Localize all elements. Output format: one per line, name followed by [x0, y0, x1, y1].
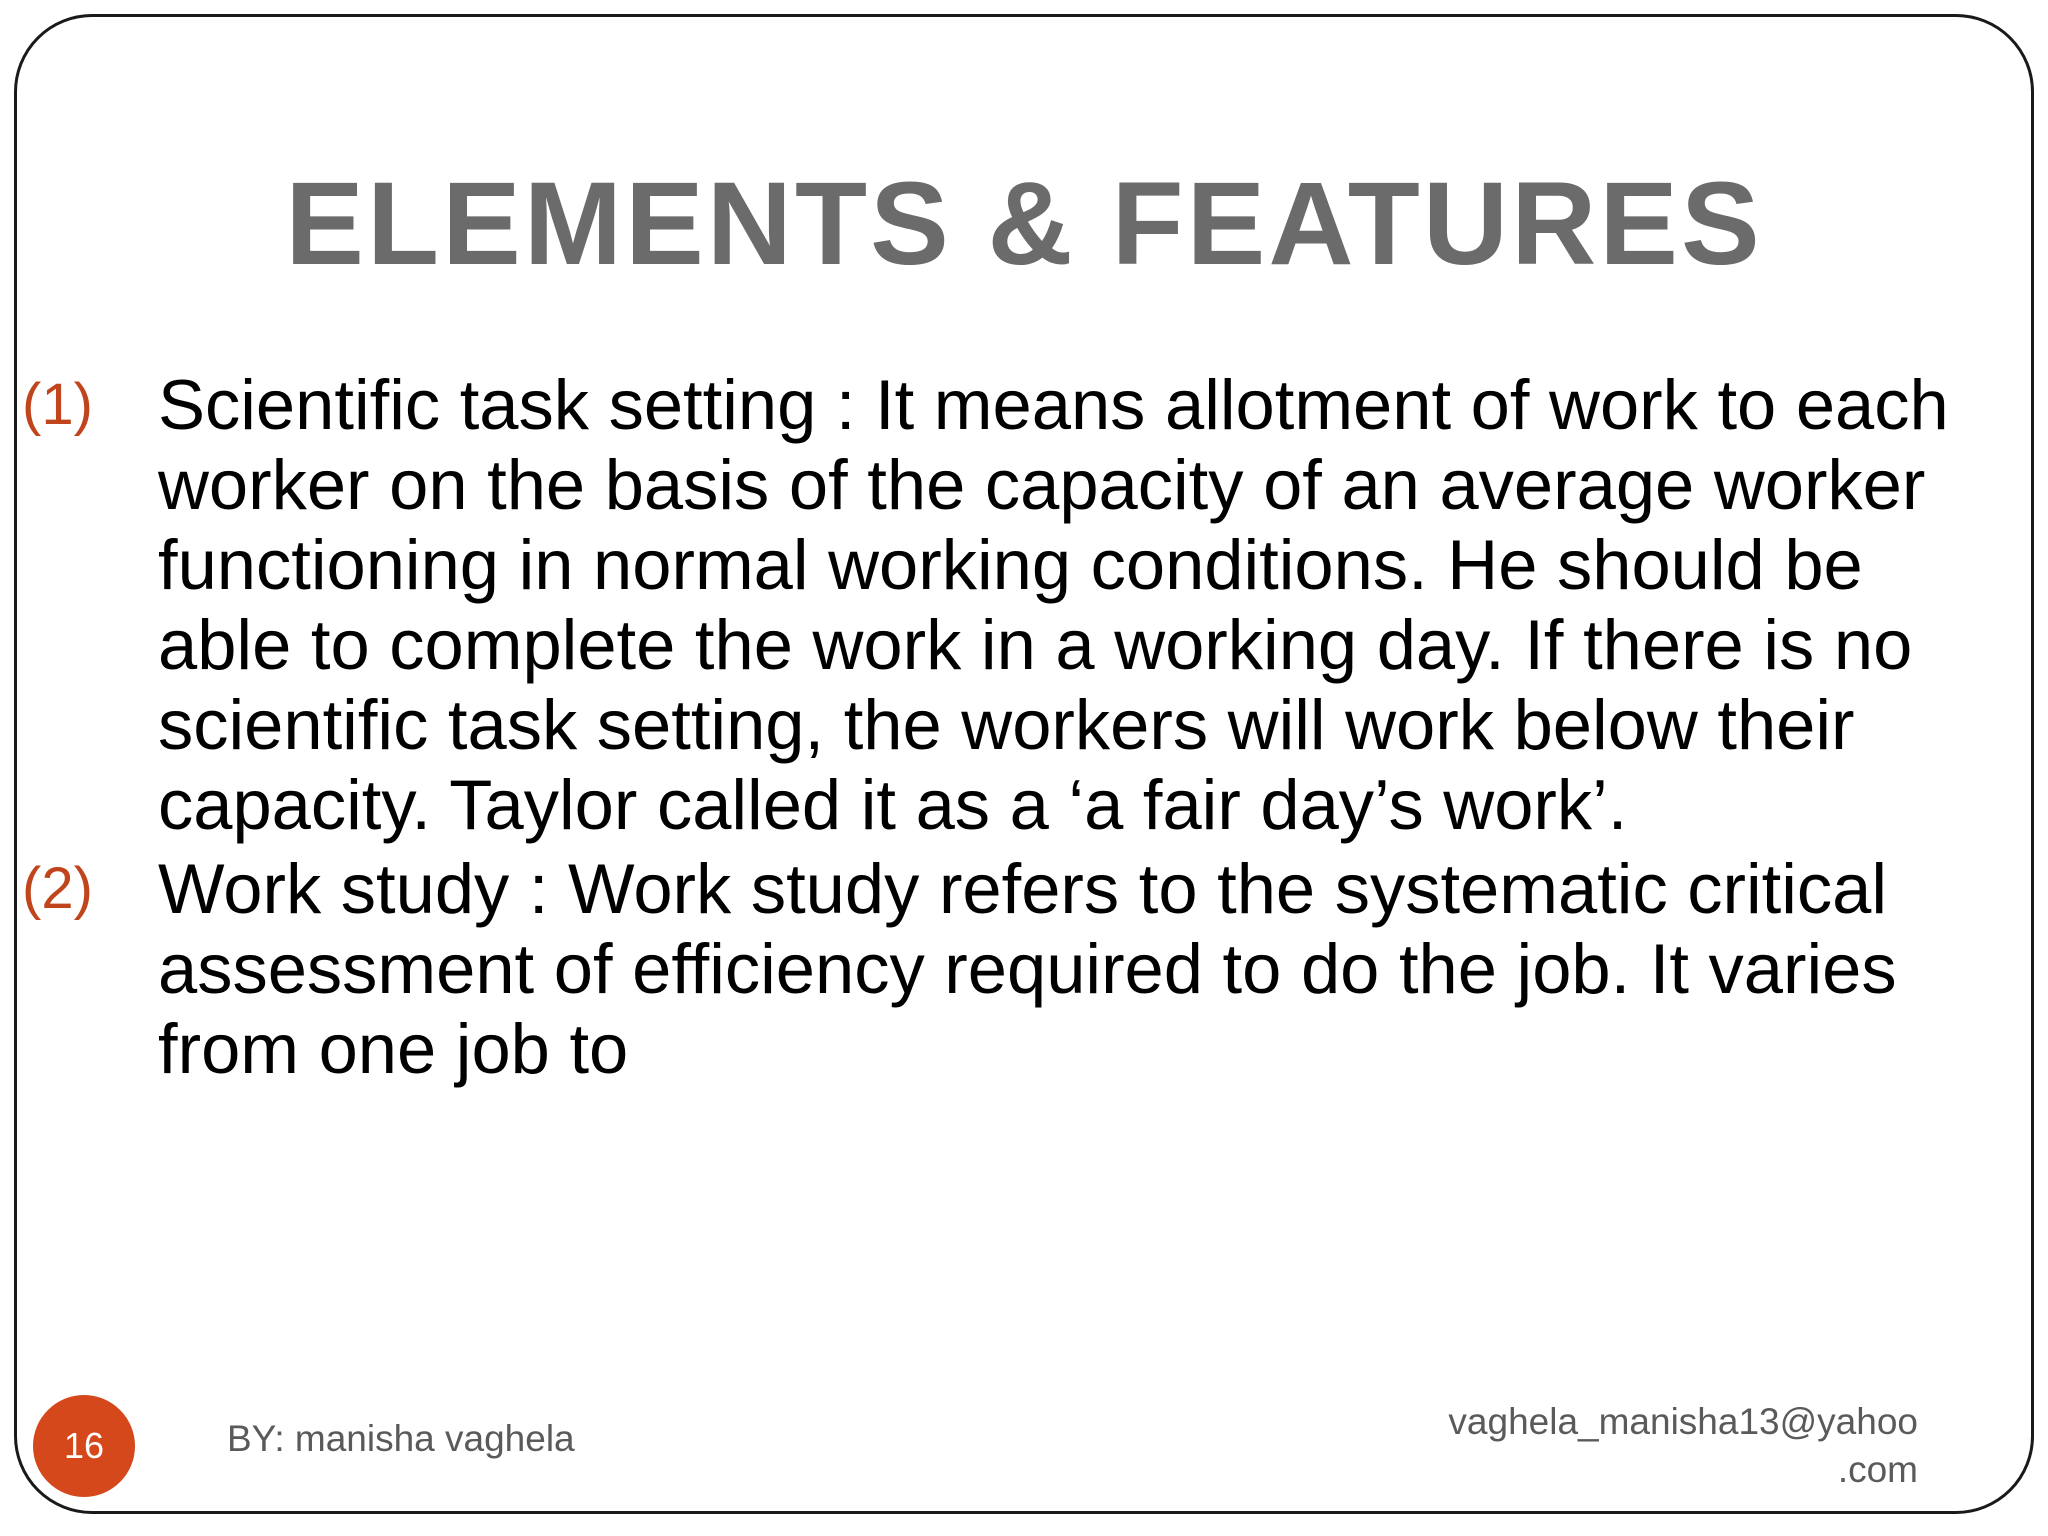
email-line-2: .com [1837, 1449, 1918, 1490]
author-credit: BY: manisha vaghela [227, 1418, 575, 1459]
list-item-text: Work study : Work study refers to the systematic critical assessment of efficiency required to do the job. It varies from one job to [158, 849, 1897, 1088]
feature-list [22, 365, 2012, 1093]
author-email [1358, 1398, 1918, 1494]
list-item-number: (1) [22, 372, 93, 437]
page-number-badge: 16 [33, 1395, 135, 1497]
list-item [22, 365, 2012, 845]
list-item [22, 849, 2012, 1089]
email-line-1: vaghela_manisha13@yahoo [1448, 1401, 1918, 1442]
slide-title: ELEMENTS & FEATURES [285, 158, 1763, 290]
list-item-text: Scientific task setting : It means allotment of work to each worker on the basis of the capacity of an average worker functioning in normal working conditions. He should be able to complete the work in a working day. If there is no scientific task setting, the workers will work below their capacity. Taylor called it as a ‘a fair day’s work’. [158, 365, 1949, 844]
list-item-number: (2) [22, 856, 93, 921]
